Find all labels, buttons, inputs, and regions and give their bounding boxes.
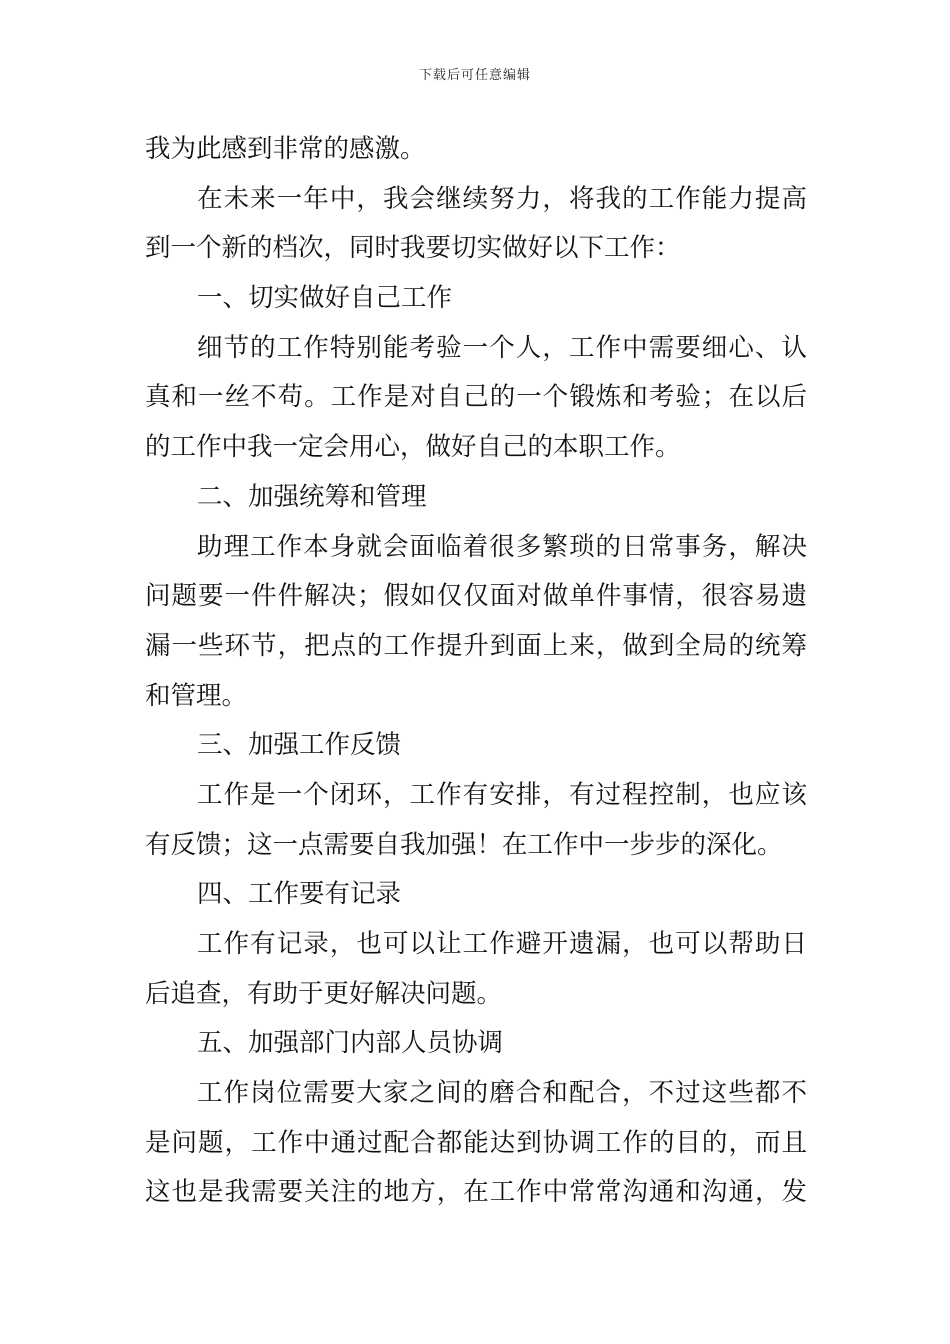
text-line: 这也是我需要关注的地方，在工作中常常沟通和沟通，发 — [145, 1177, 807, 1208]
text-line: 我为此感到非常的感激。 — [145, 134, 426, 164]
text-line: 和管理。 — [145, 680, 248, 711]
text-line: 漏一些环节，把点的工作提升到面上来，做到全局的统筹 — [145, 630, 807, 661]
text-line: 工作是一个闭环，工作有安排，有过程控制，也应该 — [197, 779, 807, 810]
text-line: 细节的工作特别能考验一个人，工作中需要细心、认 — [197, 332, 807, 363]
text-line: 的工作中我一定会用心，做好自己的本职工作。 — [145, 432, 681, 463]
text-line: 工作有记录，也可以让工作避开遗漏，也可以帮助日 — [197, 929, 807, 959]
text-line: 在未来一年中，我会继续努力，将我的工作能力提高 — [197, 183, 807, 214]
text-line: 是问题，工作中通过配合都能达到协调工作的目的，而且 — [145, 1127, 807, 1158]
section-heading: 一、切实做好自己工作 — [197, 283, 453, 314]
text-line: 真和一丝不苟。工作是对自己的一个锻炼和考验；在以后 — [145, 382, 807, 413]
text-line: 工作岗位需要大家之间的磨合和配合，不过这些都不 — [197, 1078, 807, 1109]
text-line: 问题要一件件解决；假如仅仅面对做单件事情，很容易遗 — [145, 581, 807, 612]
text-line: 有反馈；这一点需要自我加强！在工作中一步步的深化。 — [145, 829, 783, 860]
page-header: 下载后可任意编辑 — [418, 68, 531, 83]
section-heading: 四、工作要有记录 — [197, 879, 402, 910]
section-heading: 三、加强工作反馈 — [197, 730, 402, 761]
text-line: 助理工作本身就会面临着很多繁琐的日常事务，解决 — [197, 531, 807, 562]
document-body — [145, 125, 807, 1218]
section-heading: 五、加强部门内部人员协调 — [197, 1028, 504, 1059]
text-line: 到一个新的档次，同时我要切实做好以下工作： — [145, 233, 681, 264]
section-heading: 二、加强统筹和管理 — [197, 481, 427, 512]
text-line: 后追查，有助于更好解决问题。 — [145, 978, 503, 1009]
